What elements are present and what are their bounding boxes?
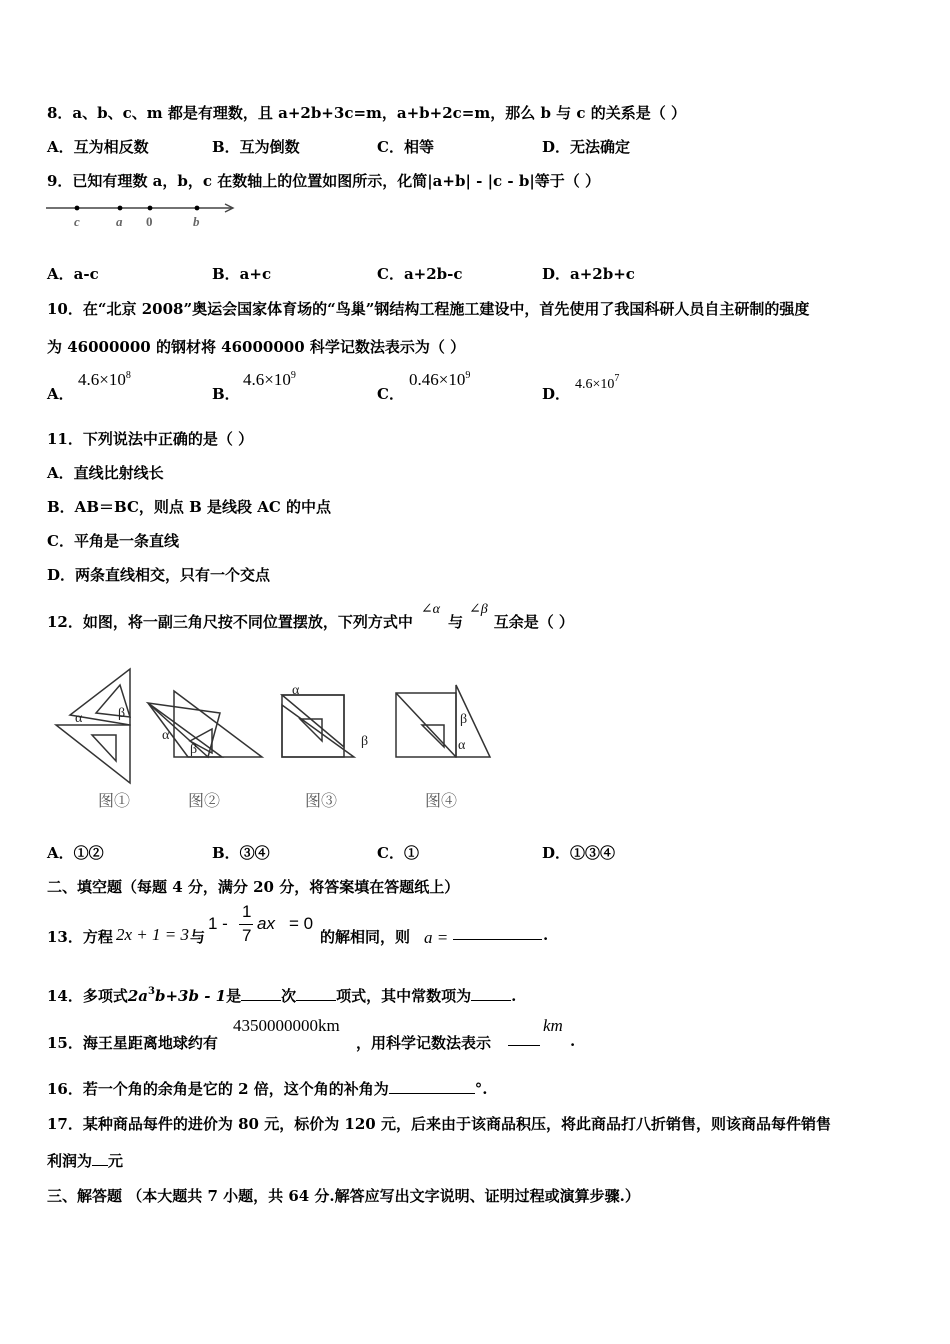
q9-stem: 9．已知有理数 a，b，c 在数轴上的位置如图所示，化简|a+b| - |c - b|等于（ ） <box>47 172 601 190</box>
label-a: a <box>116 214 123 229</box>
q11-stem: 11．下列说法中正确的是（ ） <box>47 430 254 448</box>
fig4-beta: β <box>460 712 468 727</box>
q13-frac-num: 1 <box>242 902 252 921</box>
q13-frac-bar <box>239 924 253 925</box>
q11-option-d: D．两条直线相交，只有一个交点 <box>47 566 271 584</box>
q13-answer-blank[interactable] <box>453 925 542 940</box>
q17-answer-blank[interactable] <box>92 1151 108 1166</box>
q13-one-minus: 1 - <box>208 914 228 933</box>
figure-3 <box>282 695 354 757</box>
q13-mid: 与 <box>190 928 206 946</box>
q12-option-a: A．①② <box>47 844 104 862</box>
q9-option-b: B．a+c <box>212 265 272 283</box>
q10-option-b-letter: B． <box>212 385 240 403</box>
q12-option-b: B．③④ <box>212 844 270 862</box>
fig3-beta: β <box>361 734 369 749</box>
q8-option-d: D．无法确定 <box>542 138 631 156</box>
label-c: c <box>74 214 80 229</box>
q16-line: 16．若一个角的余角是它的 2 倍，这个角的补角为 °. <box>47 1080 488 1098</box>
q10-option-c-value: $0.46\times 10^9$ <box>409 370 471 389</box>
q15-answer-blank[interactable] <box>508 1031 540 1046</box>
caption-fig2: 图② <box>188 793 221 810</box>
point-zero <box>148 206 153 211</box>
fig2-alpha: α <box>162 728 170 743</box>
q10-option-a-letter: A． <box>47 385 74 403</box>
q15-end: . <box>570 1032 576 1050</box>
caption-fig3: 图③ <box>305 793 338 810</box>
q8-stem: 8．a、b、c、m 都是有理数，且 a+2b+3c=m，a+b+2c=m，那么 b 与 c 的关系是（ ） <box>47 104 686 122</box>
q10-option-a-value: $4.6\times 10^8$ <box>78 370 131 389</box>
q15-value: 4350000000km <box>233 1016 340 1035</box>
label-b: b <box>193 214 200 229</box>
figure-1 <box>56 669 130 783</box>
q11-option-c: C．平角是一条直线 <box>47 532 179 550</box>
q8-option-c: C．相等 <box>377 138 434 156</box>
q10-option-d-letter: D． <box>542 385 571 403</box>
q14-blank-constant[interactable] <box>471 986 511 1001</box>
q14-blank-terms[interactable] <box>296 986 336 1001</box>
section3-heading: 三、解答题 （本大题共 7 小题，共 64 分.解答应写出文字说明、证明过程或演算步骤.） <box>47 1187 640 1205</box>
q15-mid: ，用科学记数法表示 <box>356 1034 492 1052</box>
q16-answer-blank[interactable] <box>389 1079 475 1094</box>
label-zero: 0 <box>146 214 153 229</box>
q14-blank-degree[interactable] <box>241 986 281 1001</box>
q13-var: a = <box>424 928 449 947</box>
q17-line2: 利润为 元 <box>47 1152 124 1170</box>
q15-unit: km <box>543 1016 563 1035</box>
point-c <box>75 206 80 211</box>
q11-option-a: A．直线比射线长 <box>47 464 164 482</box>
q10-option-c-letter: C． <box>377 385 404 403</box>
fig2-beta: β <box>190 742 198 757</box>
fig1-alpha: α <box>75 711 83 726</box>
q13-prefix: 13．方程 <box>47 928 113 946</box>
q8-option-a: A．互为相反数 <box>47 138 149 156</box>
q10-option-d-value: $4.6\times 10^7$ <box>575 373 620 392</box>
q9-option-d: D．a+2b+c <box>542 265 635 283</box>
q13-ax: ax <box>257 914 275 933</box>
q10-stem-line1: 10．在“北京 2008”奥运会国家体育场的“鸟巢”钢结构工程施工建设中，首先使用了我国科研人员自主研制的强度 <box>47 300 810 318</box>
q15-prefix: 15．海王星距离地球约有 <box>47 1034 218 1052</box>
q9-option-a: A．a-c <box>47 265 99 283</box>
caption-fig4: 图④ <box>425 793 458 810</box>
caption-fig1: 图① <box>98 793 131 810</box>
q8-option-b: B．互为倒数 <box>212 138 300 156</box>
figure-4 <box>396 685 490 757</box>
q13-eq-zero: = 0 <box>289 914 314 933</box>
q13-equation1: 2x + 1 = 3 <box>116 925 189 944</box>
number-line-figure <box>44 198 244 232</box>
q10-stem-line2: 为 46000000 的钢材将 46000000 科学记数法表示为（ ） <box>47 338 466 356</box>
q13-suffix: 的解相同，则 <box>320 928 411 946</box>
triangle-rulers-figure <box>50 665 500 815</box>
point-b <box>195 206 200 211</box>
fig3-alpha: α <box>292 683 300 698</box>
q13-frac-den: 7 <box>242 926 252 945</box>
point-a <box>118 206 123 211</box>
q9-option-c: C．a+2b-c <box>377 265 463 283</box>
q11-option-b: B．AB＝BC，则点 B 是线段 AC 的中点 <box>47 498 332 516</box>
q12-stem: 12．如图，将一副三角尺按不同位置摆放，下列方式中∠α与∠β互余是（ ） <box>47 602 574 631</box>
fig1-beta: β <box>118 706 126 721</box>
q12-option-d: D．①③④ <box>542 844 616 862</box>
q17-line1: 17．某种商品每件的进价为 80 元，标价为 120 元，后来由于该商品积压，将此商品打八折销售，则该商品每件销售 <box>47 1115 831 1133</box>
q10-option-b-value: $4.6\times 10^9$ <box>243 370 296 389</box>
q13-end: . <box>543 926 549 944</box>
fig4-alpha: α <box>458 738 466 753</box>
q14-line: 14．多项式$2a^3b+3b - 1$是 次 项式，其中常数项为 . <box>47 986 517 1005</box>
q12-option-c: C．① <box>377 844 419 862</box>
section2-heading: 二、填空题（每题 4 分，满分 20 分，将答案填在答题纸上） <box>47 878 460 896</box>
figure-2 <box>148 691 262 757</box>
